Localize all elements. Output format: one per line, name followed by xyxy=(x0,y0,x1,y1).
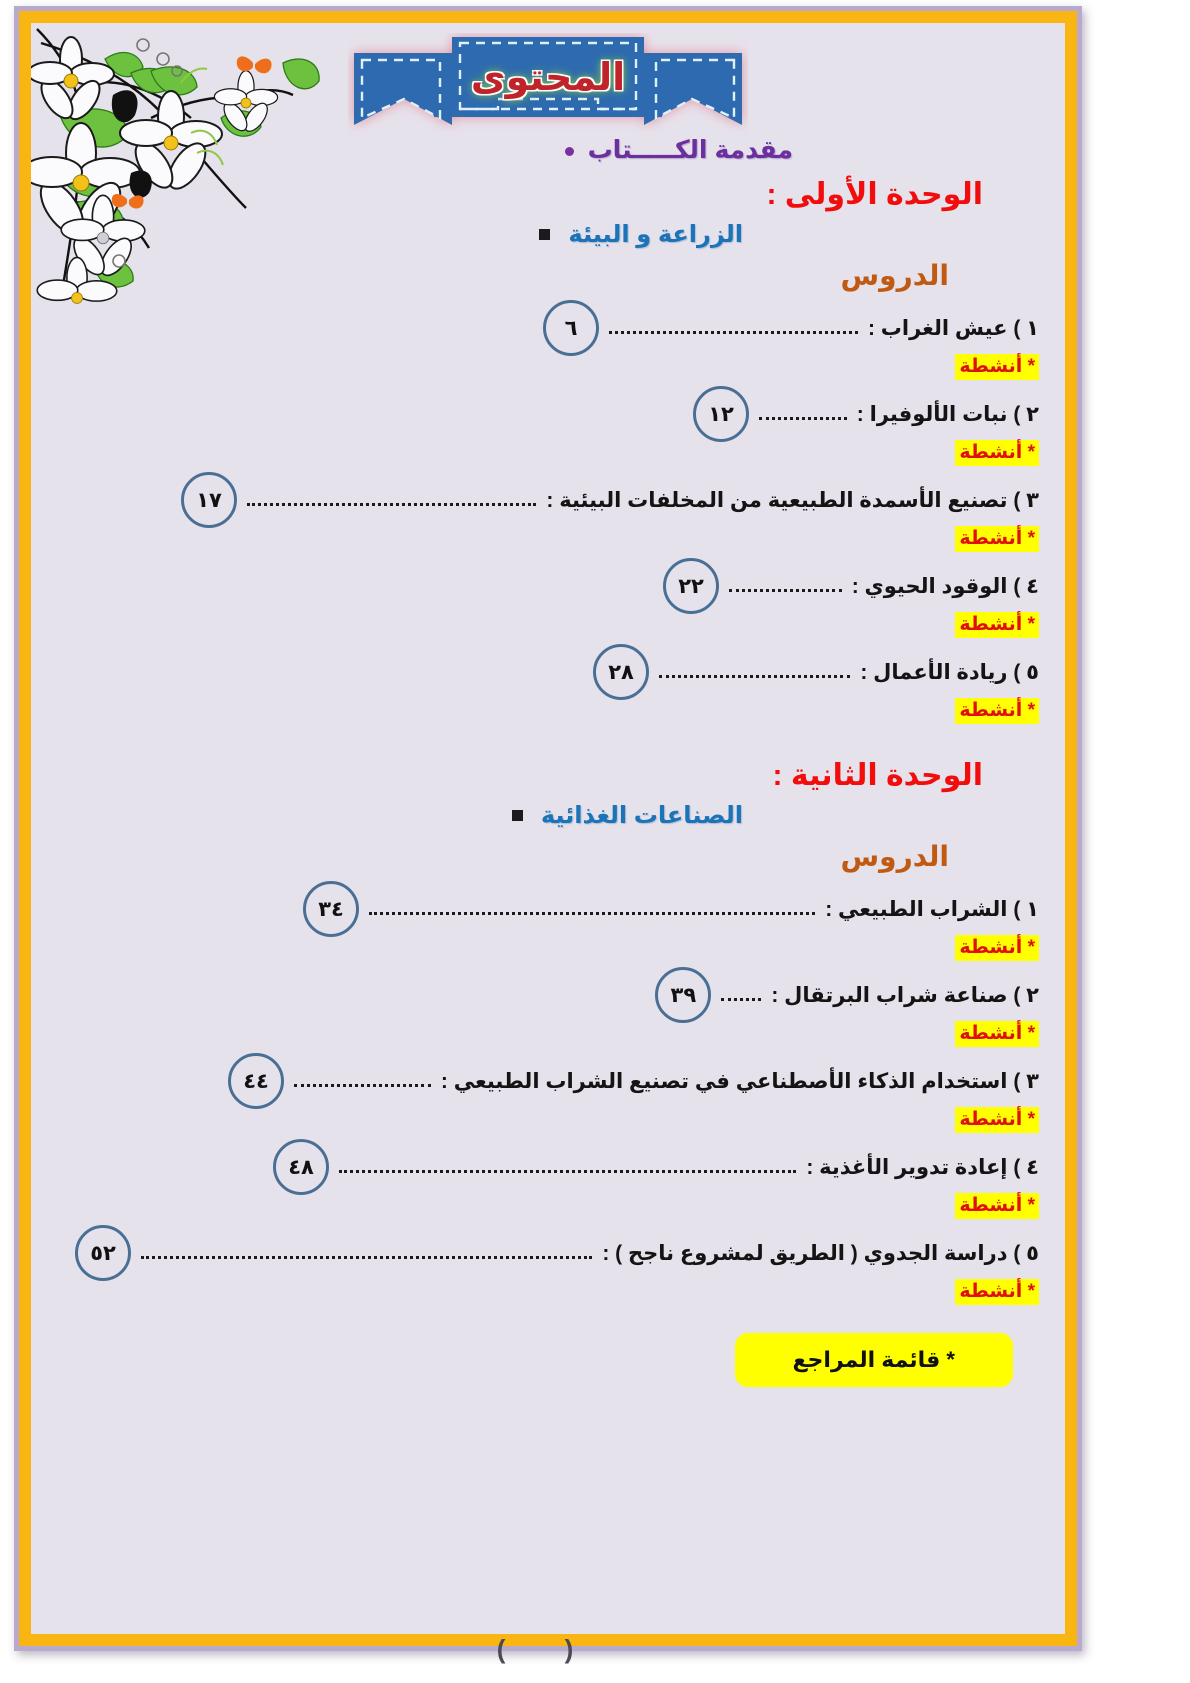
references-label[interactable]: * قائمة المراجع xyxy=(735,1333,1013,1387)
lesson-title: ١ ) الشراب الطبيعي : xyxy=(825,897,1039,921)
disc-bullet-icon xyxy=(565,147,574,156)
square-bullet-icon xyxy=(512,810,523,821)
dot-leader xyxy=(247,503,536,506)
ribbon-banner xyxy=(348,33,748,138)
lesson-row[interactable] xyxy=(53,1135,1043,1199)
page-number-badge[interactable]: ٣٩ xyxy=(655,967,711,1023)
page-number-badge[interactable]: ٤٤ xyxy=(228,1053,284,1109)
dot-leader xyxy=(369,912,815,915)
unit-1-subtitle-row xyxy=(53,220,1043,249)
page-outer-frame xyxy=(14,6,1082,1664)
dot-leader xyxy=(141,1256,592,1259)
lesson-row[interactable] xyxy=(53,468,1043,532)
intro-row[interactable] xyxy=(53,135,1043,165)
activity-label: * أنشطة xyxy=(955,1193,1039,1219)
references-row[interactable] xyxy=(53,1333,1043,1387)
lesson-title: ٥ ) ريادة الأعمال : xyxy=(860,660,1039,684)
dot-leader xyxy=(729,589,842,592)
unit-2-subtitle-row xyxy=(53,801,1043,830)
lesson-title: ٥ ) دراسة الجدوي ( الطريق لمشروع ناجح ) : xyxy=(602,1241,1039,1265)
page-number-badge[interactable]: ١٢ xyxy=(693,386,749,442)
lesson-row[interactable] xyxy=(53,963,1043,1027)
page-canvas xyxy=(31,23,1065,1634)
page-number-badge[interactable]: ٢٢ xyxy=(663,558,719,614)
unit-section-1 xyxy=(53,177,1043,724)
page-number-badge[interactable]: ٥٢ xyxy=(75,1225,131,1281)
lesson-row[interactable] xyxy=(53,382,1043,446)
lesson-title: ٢ ) صناعة شراب البرتقال : xyxy=(771,983,1039,1007)
activity-label: * أنشطة xyxy=(955,526,1039,552)
banner-container xyxy=(31,33,1065,138)
lesson-title: ٣ ) استخدام الذكاء الأصطناعي في تصنيع الشراب الطبيعي : xyxy=(440,1069,1039,1093)
page-gold-border xyxy=(19,11,1077,1646)
activity-label: * أنشطة xyxy=(955,1107,1039,1133)
dot-leader xyxy=(339,1170,796,1173)
page-number-marker: ( ) xyxy=(496,1634,600,1664)
activity-label: * أنشطة xyxy=(955,354,1039,380)
page-number-badge[interactable]: ٤٨ xyxy=(273,1139,329,1195)
unit-1-heading: الوحدة الأولى : xyxy=(766,178,983,211)
page-number-badge[interactable]: ٣٤ xyxy=(303,881,359,937)
page-number-badge[interactable]: ١٧ xyxy=(181,472,237,528)
page-number-badge[interactable]: ٦ xyxy=(543,300,599,356)
activity-label: * أنشطة xyxy=(955,698,1039,724)
activity-label: * أنشطة xyxy=(955,440,1039,466)
activity-label: * أنشطة xyxy=(955,612,1039,638)
lesson-row[interactable] xyxy=(53,296,1043,360)
lesson-title: ٤ ) الوقود الحيوي : xyxy=(851,574,1039,598)
unit-1-subtitle: الزراعة و البيئة xyxy=(568,221,743,248)
unit-1-lessons-label: الدروس xyxy=(840,260,949,291)
lesson-row[interactable] xyxy=(53,1049,1043,1113)
unit-2-lessons-label: الدروس xyxy=(840,841,949,872)
lesson-row[interactable] xyxy=(53,640,1043,704)
unit-2-subtitle: الصناعات الغذائية xyxy=(540,802,743,829)
lesson-row[interactable] xyxy=(53,554,1043,618)
intro-label: مقدمة الكـــــتاب xyxy=(587,136,793,164)
dot-leader xyxy=(609,331,858,334)
lesson-title: ١ ) عيش الغراب : xyxy=(867,316,1039,340)
activity-label: * أنشطة xyxy=(955,1279,1039,1305)
dot-leader xyxy=(759,417,847,420)
square-bullet-icon xyxy=(539,229,550,240)
page-title: المحتوى xyxy=(470,57,626,99)
activity-label: * أنشطة xyxy=(955,935,1039,961)
lesson-title: ٤ ) إعادة تدوير الأغذية : xyxy=(806,1155,1039,1179)
lesson-title: ٣ ) تصنيع الأسمدة الطبيعية من المخلفات البيئية : xyxy=(546,488,1039,512)
lesson-row[interactable] xyxy=(53,877,1043,941)
dot-leader xyxy=(294,1084,431,1087)
activity-label: * أنشطة xyxy=(955,1021,1039,1047)
lesson-title: ٢ ) نبات الألوفيرا : xyxy=(856,402,1039,426)
dot-leader xyxy=(659,675,850,678)
lesson-row[interactable] xyxy=(53,1221,1043,1285)
dot-leader xyxy=(721,998,761,1001)
page-number-badge[interactable]: ٢٨ xyxy=(593,644,649,700)
unit-section-2 xyxy=(53,758,1043,1305)
toc-content xyxy=(31,135,1065,1387)
unit-2-heading: الوحدة الثانية : xyxy=(772,759,983,792)
